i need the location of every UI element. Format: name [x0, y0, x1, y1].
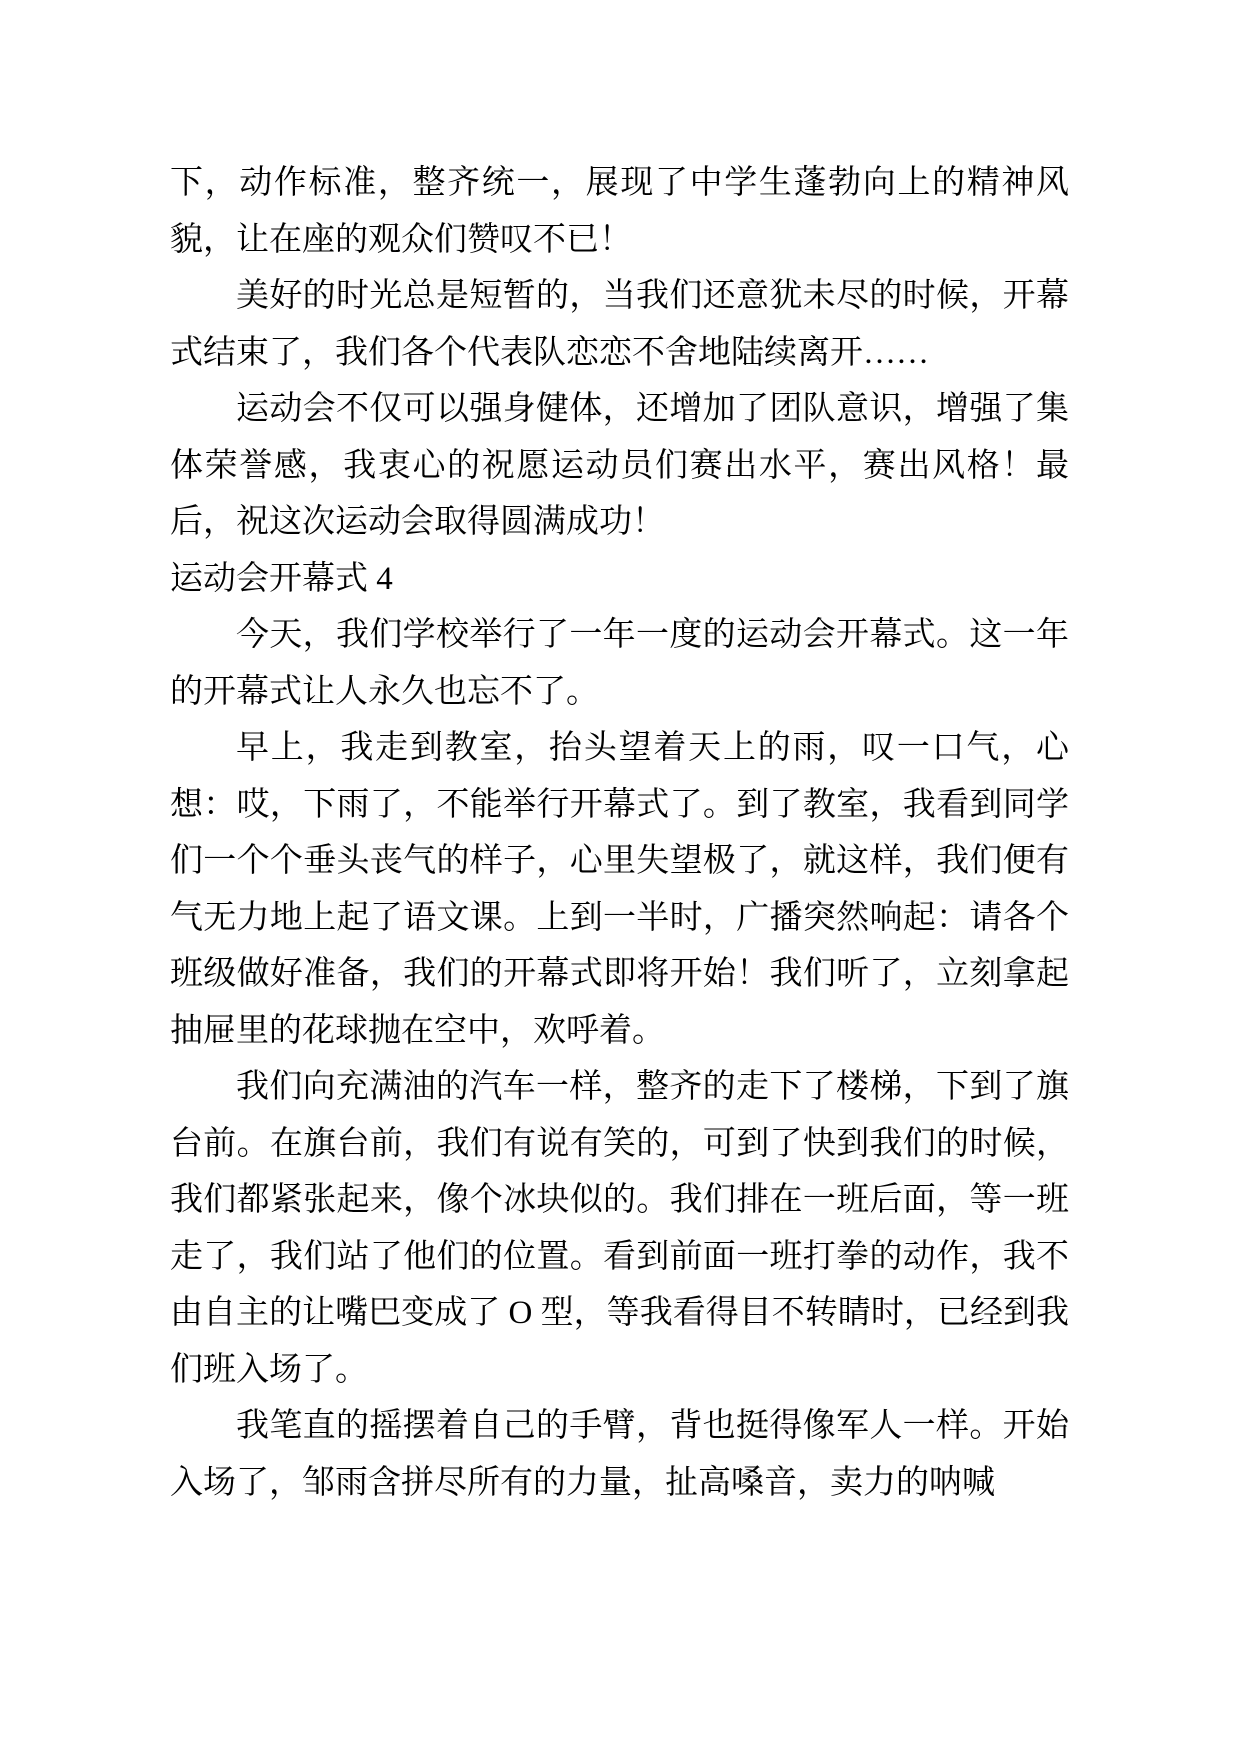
document-body	[170, 155, 1069, 1511]
section-heading: 运动会开幕式 4	[170, 560, 393, 597]
paragraph: 我笔直的摇摆着自己的手臂，背也挺得像军人一样。开始入场了，邹雨含拼尽所有的力量，扯高嗓音，卖力的呐喊	[170, 1408, 1069, 1501]
paragraph: 我们向充满油的汽车一样，整齐的走下了楼梯，下到了旗台前。在旗台前，我们有说有笑的，可到了快到我们的时候，我们都紧张起来，像个冰块似的。我们排在一班后面，等一班走了，我们站了他们的位置。看到前面一班打拳的动作，我不由自主的让嘴巴变成了 O 型，等我看得目不转睛时，已经到我们班入场了。	[170, 1069, 1069, 1388]
paragraph: 运动会不仅可以强身健体，还增加了团队意识，增强了集体荣誉感，我衷心的祝愿运动员们赛出水平，赛出风格！最后，祝这次运动会取得圆满成功！	[170, 391, 1069, 540]
paragraph: 今天，我们学校举行了一年一度的运动会开幕式。这一年的开幕式让人永久也忘不了。	[170, 617, 1069, 710]
paragraph: 美好的时光总是短暂的，当我们还意犹未尽的时候，开幕式结束了，我们各个代表队恋恋不舍地陆续离开……	[170, 278, 1069, 371]
paragraph-continuation: 下，动作标准，整齐统一，展现了中学生蓬勃向上的精神风貌，让在座的观众们赞叹不已！	[170, 165, 1069, 258]
paragraph: 早上，我走到教室，抬头望着天上的雨，叹一口气，心想：哎，下雨了，不能举行开幕式了。到了教室，我看到同学们一个个垂头丧气的样子，心里失望极了，就这样，我们便有气无力地上起了语文课。上到一半时，广播突然响起：请各个班级做好准备，我们的开幕式即将开始！我们听了，立刻拿起抽屉里的花球抛在空中，欢呼着。	[170, 730, 1069, 1049]
